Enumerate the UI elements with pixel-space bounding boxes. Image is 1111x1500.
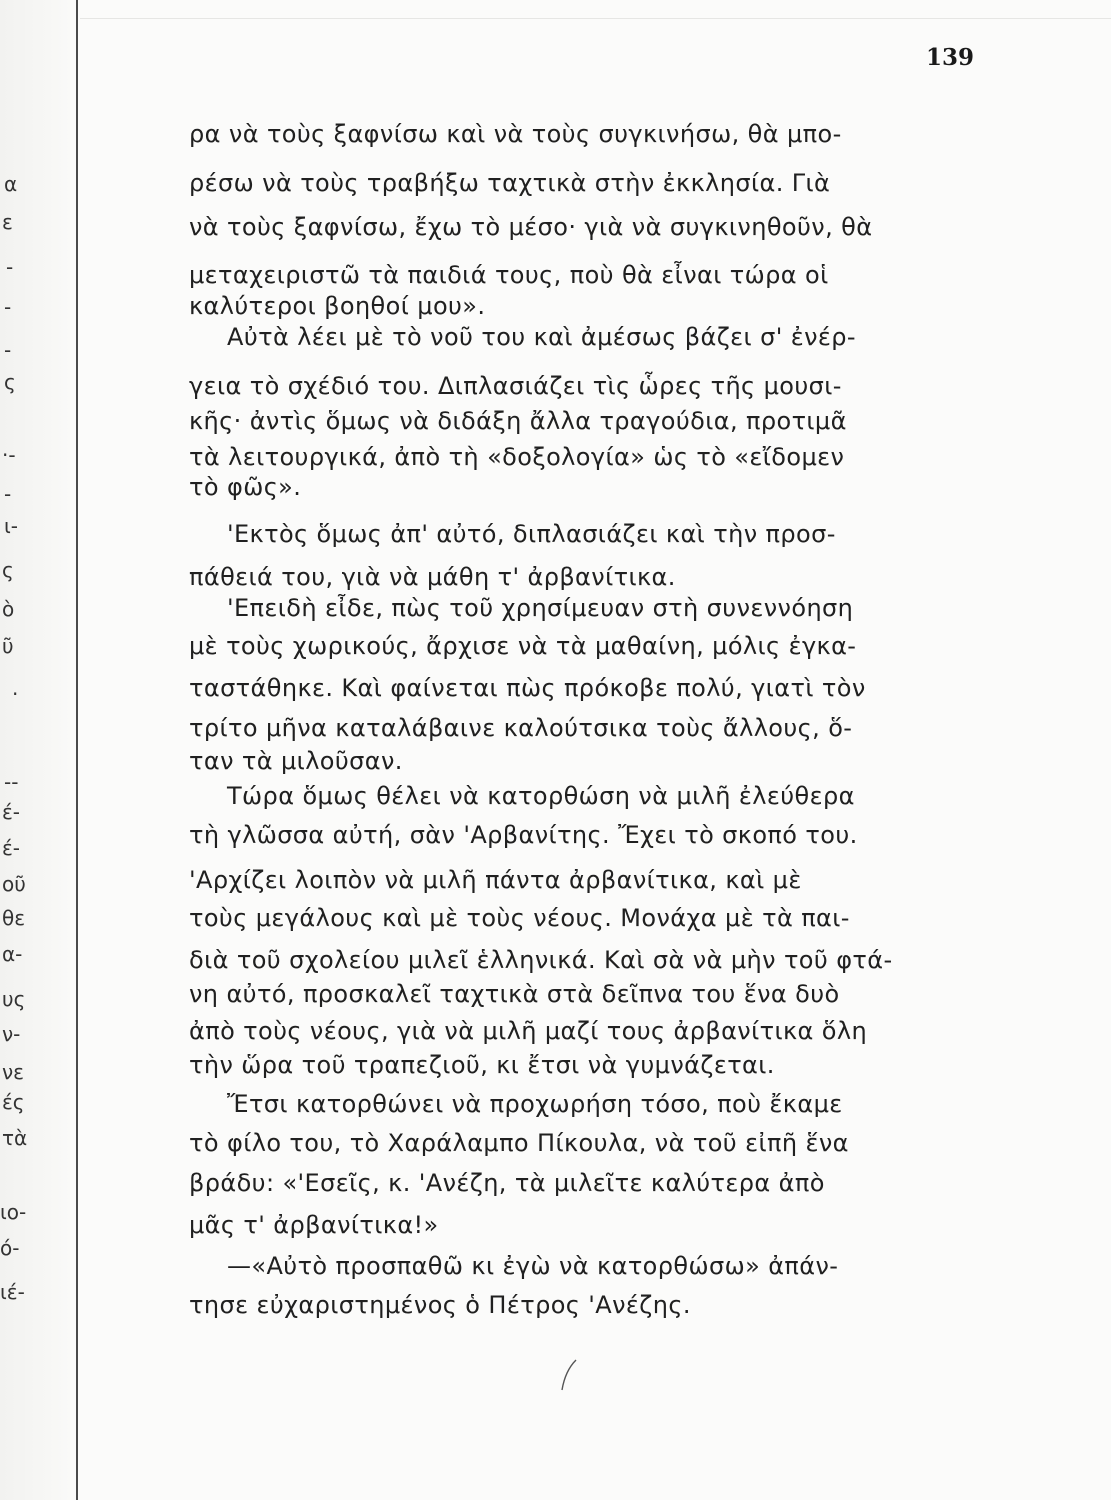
text-line: μεταχειριστῶ τὰ παιδιά τους, ποὺ θὰ εἶναι τώρα οἱ — [189, 261, 829, 289]
text-line: γεια τὸ σχέδιό του. Διπλασιάζει τὶς ὧρες τῆς μουσι- — [189, 372, 842, 400]
text-line: Αὐτὰ λέει μὲ τὸ νοῦ του καὶ ἀμέσως βάζει σ' ἐνέρ- — [227, 323, 856, 351]
text-line: ταστάθηκε. Καὶ φαίνεται πὼς πρόκοβε πολύ, γιατὶ τὸν — [189, 674, 866, 702]
margin-fragment: ε — [2, 210, 13, 234]
margin-fragment: ές — [2, 1090, 25, 1114]
text-line: Τώρα ὅμως θέλει νὰ κατορθώση νὰ μιλῆ ἐλεύθερα — [227, 782, 855, 810]
margin-fragment: ιο- — [0, 1200, 27, 1224]
page-number: 139 — [925, 44, 974, 71]
text-line: νὰ τοὺς ξαφνίσω, ἔχω τὸ μέσο· γιὰ νὰ συγκινηθοῦν, θὰ — [189, 213, 873, 241]
pen-mark-icon — [556, 1356, 596, 1396]
margin-fragment: ι- — [4, 514, 18, 538]
text-line: ταν τὰ μιλοῦσαν. — [189, 747, 403, 775]
margin-fragment: - — [6, 255, 14, 279]
margin-fragment: ὸ — [2, 597, 15, 621]
text-line: πάθειά του, γιὰ νὰ μάθη τ' ἀρβανίτικα. — [189, 563, 676, 591]
text-line: τὸ φῶς». — [189, 473, 302, 501]
margin-fragment: έ- — [2, 836, 21, 860]
text-line: Ἔτσι κατορθώνει νὰ προχωρήση τόσο, ποὺ ἔκαμε — [227, 1090, 843, 1118]
text-line: 'Επειδὴ εἶδε, πὼς τοῦ χρησίμευαν στὴ συνεννόηση — [227, 594, 854, 622]
margin-fragment: · — [12, 682, 19, 706]
margin-fragment: - — [4, 295, 12, 319]
text-line: μὲ τοὺς χωρικούς, ἄρχισε νὰ τὰ μαθαίνη, μόλις ἐγκα- — [189, 632, 857, 660]
text-line: 'Αρχίζει λοιπὸν νὰ μιλῆ πάντα ἀρβανίτικα, καὶ μὲ — [189, 866, 802, 894]
margin-fragment: ό- — [0, 1236, 20, 1260]
margin-fragment: - — [4, 482, 12, 506]
text-line: τὴν ὥρα τοῦ τραπεζιοῦ, κι ἔτσι νὰ γυμνάζεται. — [189, 1051, 775, 1079]
text-line: —«Αὐτὸ προσπαθῶ κι ἐγὼ νὰ κατορθώσω» ἀπάν- — [227, 1252, 839, 1280]
text-line: τὰ λειτουργικά, ἀπὸ τὴ «δοξολογία» ὡς τὸ «εἴδομεν — [189, 443, 845, 471]
text-line: βράδυ: «'Εσεῖς, κ. 'Ανέζη, τὰ μιλεῖτε καλύτερα ἀπὸ — [189, 1169, 825, 1197]
margin-fragment: θε — [2, 906, 26, 930]
margin-fragment: ν- — [2, 1022, 21, 1046]
margin-fragment: ς — [2, 558, 14, 582]
margin-fragment: α — [4, 172, 18, 196]
margin-fragment: ῦ — [2, 634, 14, 658]
text-line: 'Εκτὸς ὅμως ἀπ' αὐτό, διπλασιάζει καὶ τὴν προσ- — [227, 520, 836, 548]
text-line: καλύτεροι βοηθοί μου». — [189, 292, 486, 320]
text-line: μᾶς τ' ἀρβανίτικα!» — [189, 1211, 439, 1239]
binding-edge — [76, 0, 78, 1500]
margin-fragment: - — [4, 338, 12, 362]
margin-fragment: έ- — [2, 800, 21, 824]
text-line: τησε εὐχαριστημένος ὁ Πέτρος 'Ανέζης. — [189, 1291, 691, 1319]
text-line: τοὺς μεγάλους καὶ μὲ τοὺς νέους. Μονάχα μὲ τὰ παι- — [189, 904, 850, 932]
margin-fragment: ιέ- — [0, 1280, 25, 1304]
text-line: ρέσω νὰ τοὺς τραβήξω ταχτικὰ στὴν ἐκκλησία. Γιὰ — [189, 169, 831, 197]
margin-fragment: -- — [4, 770, 19, 794]
text-line: τὴ γλῶσσα αὐτή, σὰν 'Αρβανίτης. Ἔχει τὸ σκοπό του. — [189, 821, 858, 849]
text-line: τρίτο μῆνα καταλάβαινε καλούτσικα τοὺς ἄλλους, ὅ- — [189, 714, 853, 742]
margin-fragment: οῦ — [2, 872, 26, 896]
text-line: νη αὐτό, προσκαλεῖ ταχτικὰ στὰ δεῖπνα του ἕνα δυὸ — [189, 980, 840, 1008]
margin-fragment: ·- — [2, 443, 16, 467]
text-line: διὰ τοῦ σχολείου μιλεῖ ἑλληνικά. Καὶ σὰ νὰ μὴν τοῦ φτά- — [189, 946, 893, 974]
text-line: ρα νὰ τοὺς ξαφνίσω καὶ νὰ τοὺς συγκινήσω, θὰ μπο- — [189, 120, 842, 148]
margin-fragment: α- — [2, 942, 23, 966]
text-line: ἀπὸ τοὺς νέους, γιὰ νὰ μιλῆ μαζί τους ἀρβανίτικα ὅλη — [189, 1017, 868, 1045]
margin-fragment: τὰ — [2, 1126, 28, 1150]
text-line: κῆς· ἀντὶς ὅμως νὰ διδάξη ἄλλα τραγούδια, προτιμᾶ — [189, 407, 847, 435]
text-line: τὸ φίλο του, τὸ Χαράλαμπο Πίκουλα, νὰ τοῦ εἰπῆ ἕνα — [189, 1129, 849, 1157]
margin-fragment: υς — [2, 987, 26, 1011]
margin-fragment: νε — [2, 1060, 24, 1084]
margin-fragment: ς — [4, 370, 16, 394]
top-edge-rule — [80, 18, 1111, 19]
